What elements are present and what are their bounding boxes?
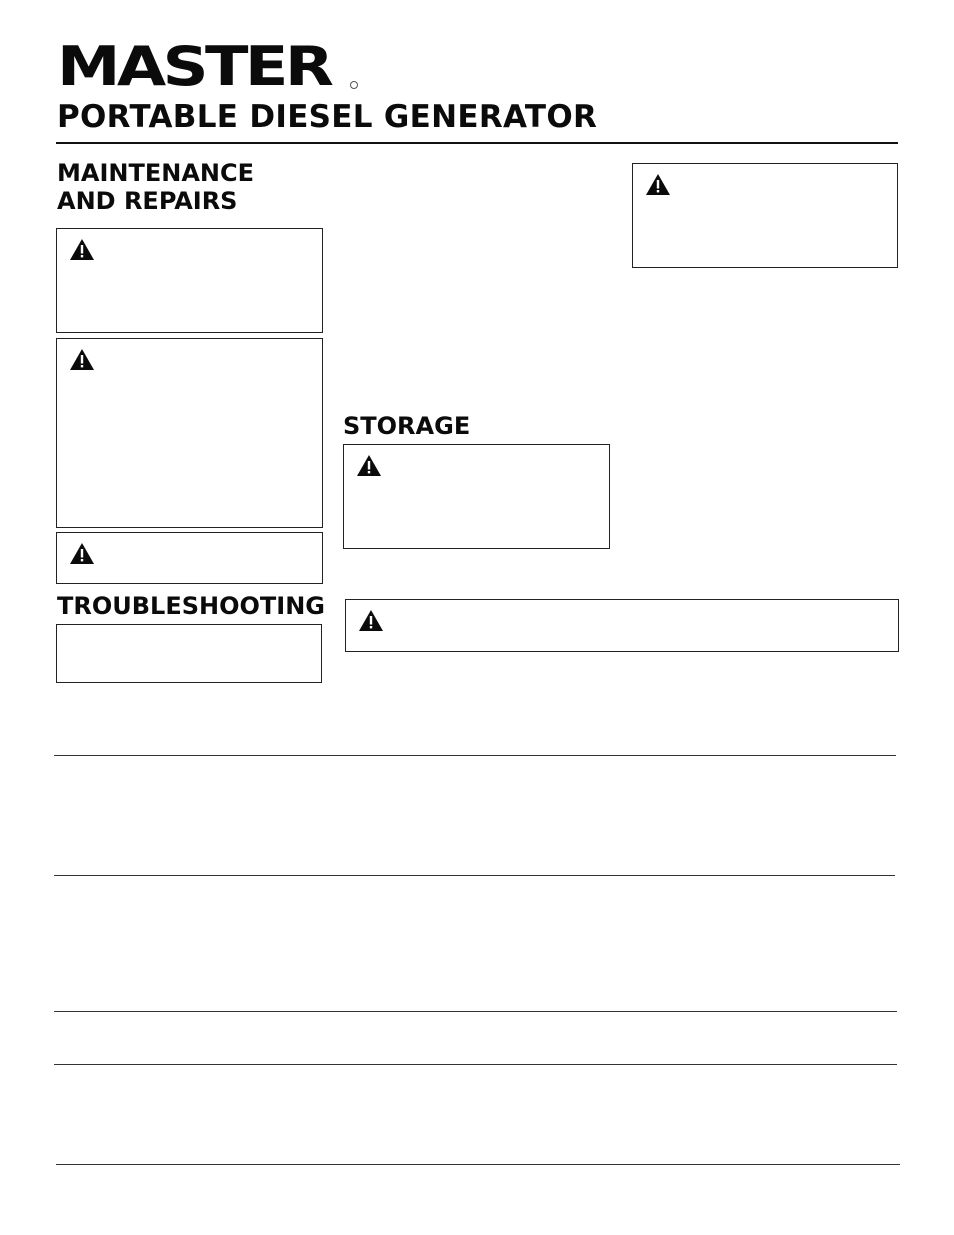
warning-triangle-icon: [646, 174, 670, 195]
table-rule: [54, 755, 896, 756]
registered-mark-icon: [350, 81, 358, 89]
warning-triangle-icon: [70, 239, 94, 260]
troubleshooting-heading: TROUBLESHOOTING: [57, 592, 325, 620]
warning-triangle-icon: [70, 349, 94, 370]
right-column-warning-box: [632, 163, 898, 268]
document-title: PORTABLE DIESEL GENERATOR: [57, 99, 598, 135]
wide-warning-box: [345, 599, 899, 652]
maintenance-warning-box-2: [56, 338, 323, 528]
brand-logo: MASTER: [57, 35, 331, 98]
maintenance-warning-box-1: [56, 228, 323, 333]
maintenance-warning-box-3: [56, 532, 323, 584]
maintenance-heading: MAINTENANCE AND REPAIRS: [57, 159, 254, 215]
table-rule: [54, 1064, 897, 1065]
title-divider: [56, 142, 898, 144]
warning-triangle-icon: [70, 543, 94, 564]
warning-triangle-icon: [357, 455, 381, 476]
warning-triangle-icon: [359, 610, 383, 631]
table-rule: [54, 1011, 897, 1012]
storage-warning-box: [343, 444, 610, 549]
table-rule: [54, 875, 895, 876]
table-rule: [56, 1164, 900, 1165]
troubleshooting-box: [56, 624, 322, 683]
storage-heading: STORAGE: [343, 412, 471, 440]
